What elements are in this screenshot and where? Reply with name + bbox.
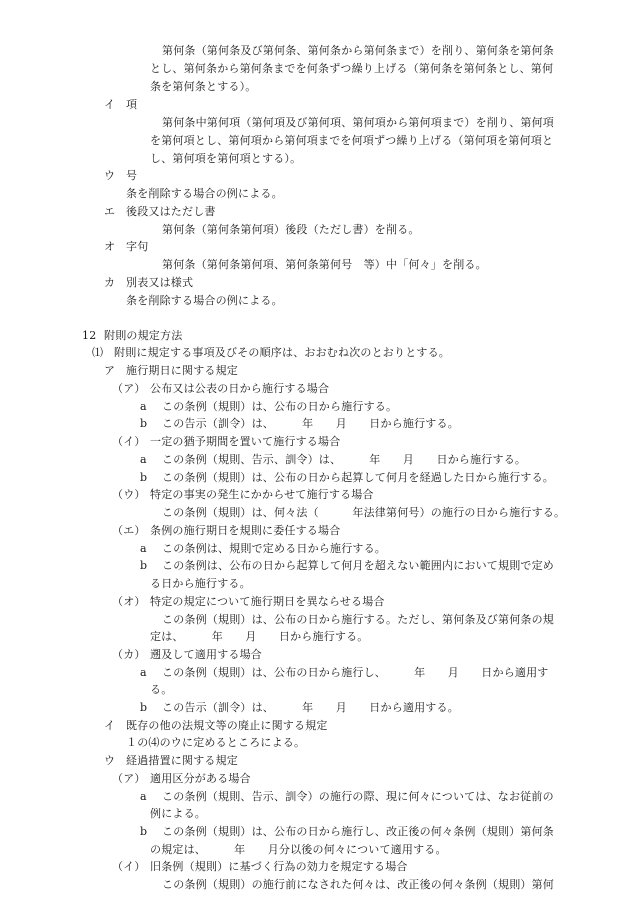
section-title: 附則の規定方法 — [104, 329, 183, 342]
subitem-title: 公布又は公表の日から施行する場合 — [150, 382, 330, 395]
clause-text: この告示（訓令）は、 年 月 日から施行する。 — [162, 417, 459, 430]
subitem-title: 特定の規定について施行期日を異ならせる場合 — [150, 595, 385, 608]
item-marker: ウ — [104, 754, 116, 767]
item-marker: ア — [104, 364, 116, 377]
clause-line — [140, 664, 549, 682]
item-marker: エ — [104, 205, 116, 218]
subitem-title: 条例の施行期日を規則に委任する場合 — [150, 524, 341, 537]
item-title: 施行期日に関する規定 — [126, 364, 238, 377]
clause-line — [140, 469, 554, 487]
subitem-heading — [112, 858, 408, 876]
clause-marker: b — [140, 701, 148, 714]
paragraph-marker: ⑴ — [92, 346, 104, 359]
clause-line — [140, 415, 459, 433]
clause-text: この条例（規則、告示、訓令）の施行の際、現に何々については、なお従前の — [162, 790, 554, 803]
subitem-heading — [112, 380, 329, 398]
subitem-title: 一定の猶予期間を置いて施行する場合 — [150, 435, 341, 448]
item-heading — [104, 362, 238, 380]
subitem-marker: （ア） — [112, 382, 146, 395]
text-line: 第何条（第何条及び第何条、第何条から第何条まで）を削り、第何条を第何条 — [162, 44, 554, 57]
text-line: し、第何項を第何項とする）。 — [150, 152, 302, 165]
item-heading — [104, 203, 216, 221]
clause-text: この条例は、規則で定める日から施行する。 — [162, 542, 386, 555]
subitem-marker: （エ） — [112, 524, 146, 537]
item-heading — [104, 238, 148, 256]
clause-text: この条例は、公布の日から起算して何月を超えない範囲内において規則で定め — [162, 559, 554, 572]
text-line: る日から施行する。 — [150, 577, 251, 590]
text-line: この条例（規則）の施行前になされた何々は、改正後の何々条例（規則）第何 — [162, 878, 554, 891]
item-heading — [104, 274, 193, 292]
text-line: １の⑷のウに定めるところによる。 — [126, 736, 306, 749]
item-title: 字句 — [126, 240, 149, 253]
subitem-heading — [112, 486, 374, 504]
subitem-heading — [112, 433, 340, 451]
clause-marker: a — [140, 400, 147, 413]
clause-marker: b — [140, 559, 148, 572]
text-line: この条例（規則）は、何々法（ 年法律第何号）の施行の日から施行する。 — [162, 506, 566, 519]
text-line: この条例（規則）は、公布の日から施行する。ただし、第何条及び第何条の規 — [162, 613, 554, 626]
subitem-title: 特定の事実の発生にかからせて施行する場合 — [150, 488, 374, 501]
item-heading — [104, 96, 137, 114]
clause-line — [140, 398, 397, 416]
section-number: 12 — [82, 329, 97, 342]
text-line: 第何条（第何条第何項、第何条第何号 等）中「何々」を削る。 — [162, 258, 487, 271]
clause-text: この条例（規則）は、公布の日から起算して何月を経過した日から施行する。 — [162, 471, 554, 484]
subitem-heading — [112, 522, 340, 540]
section-heading — [82, 327, 182, 345]
text-line: を第何項とし、第何項から第何項までを何項ずつ繰り上げる（第何項を第何項と — [150, 134, 554, 147]
subitem-marker: （イ） — [112, 435, 146, 448]
clause-marker: a — [140, 453, 147, 466]
text-line: 第何条中第何項（第何項及び第何項、第何項から第何項まで）を削り、第何項 — [162, 116, 554, 129]
clause-marker: a — [140, 542, 147, 555]
paragraph-heading — [92, 344, 450, 362]
item-heading — [104, 717, 328, 735]
clause-marker: b — [140, 417, 148, 430]
clause-line — [140, 823, 554, 841]
item-title: 号 — [126, 169, 138, 182]
text-line: とし、第何条から第何条までを何条ずつ繰り上げる（第何条を第何条とし、第何 — [150, 62, 554, 75]
subitem-heading — [112, 646, 262, 664]
item-marker: ウ — [104, 169, 116, 182]
clause-marker: b — [140, 825, 148, 838]
subitem-marker: （イ） — [112, 860, 146, 873]
item-marker: イ — [104, 98, 116, 111]
subitem-title: 旧条例（規則）に基づく行為の効力を規定する場合 — [150, 860, 408, 873]
text-line: 第何条（第何条第何項）後段（ただし書）を削る。 — [162, 223, 420, 236]
subitem-marker: （オ） — [112, 595, 146, 608]
subitem-title: 適用区分がある場合 — [150, 772, 251, 785]
subitem-marker: （ウ） — [112, 488, 146, 501]
item-heading — [104, 752, 238, 770]
clause-line — [140, 557, 554, 575]
clause-text: この条例（規則）は、公布の日から施行する。 — [162, 400, 398, 413]
item-marker: イ — [104, 719, 116, 732]
clause-line — [140, 540, 386, 558]
subitem-title: 遡及して適用する場合 — [150, 648, 262, 661]
subitem-marker: （カ） — [112, 648, 146, 661]
item-marker: カ — [104, 276, 116, 289]
item-title: 別表又は様式 — [126, 276, 194, 289]
text-line: 条を削除する場合の例による。 — [126, 294, 283, 307]
clause-marker: a — [140, 666, 147, 679]
text-line: 条を第何条とする）。 — [150, 80, 257, 93]
paragraph-text: 附則に規定する事項及びその順序は、おおむね次のとおりとする。 — [114, 346, 450, 359]
clause-line — [140, 788, 554, 806]
clause-text: この条例（規則）は、公布の日から施行し、改正後の何々条例（規則）第何条 — [162, 825, 554, 838]
text-line: の規定は、 年 月分以後の何々について適用する。 — [150, 843, 447, 856]
item-title: 後段又はただし書 — [126, 205, 216, 218]
text-line: る。 — [150, 683, 173, 696]
item-title: 既存の他の法規文等の廃止に関する規定 — [126, 719, 328, 732]
subitem-marker: （ア） — [112, 772, 146, 785]
clause-text: この条例（規則、告示、訓令）は、 年 月 日から施行する。 — [162, 453, 527, 466]
text-line: 定は、 年 月 日から施行する。 — [150, 630, 369, 643]
clause-text: この告示（訓令）は、 年 月 日から適用する。 — [162, 701, 459, 714]
text-line: 条を削除する場合の例による。 — [126, 187, 283, 200]
clause-marker: b — [140, 471, 148, 484]
item-title: 経過措置に関する規定 — [126, 754, 238, 767]
item-heading — [104, 167, 137, 185]
clause-text: この条例（規則）は、公布の日から施行し、 年 月 日から適用す — [162, 666, 549, 679]
item-title: 項 — [126, 98, 138, 111]
clause-line — [140, 699, 459, 717]
clause-marker: a — [140, 790, 147, 803]
item-marker: オ — [104, 240, 116, 253]
text-line: 例による。 — [150, 807, 206, 820]
subitem-heading — [112, 593, 385, 611]
subitem-heading — [112, 770, 251, 788]
clause-line — [140, 451, 526, 469]
